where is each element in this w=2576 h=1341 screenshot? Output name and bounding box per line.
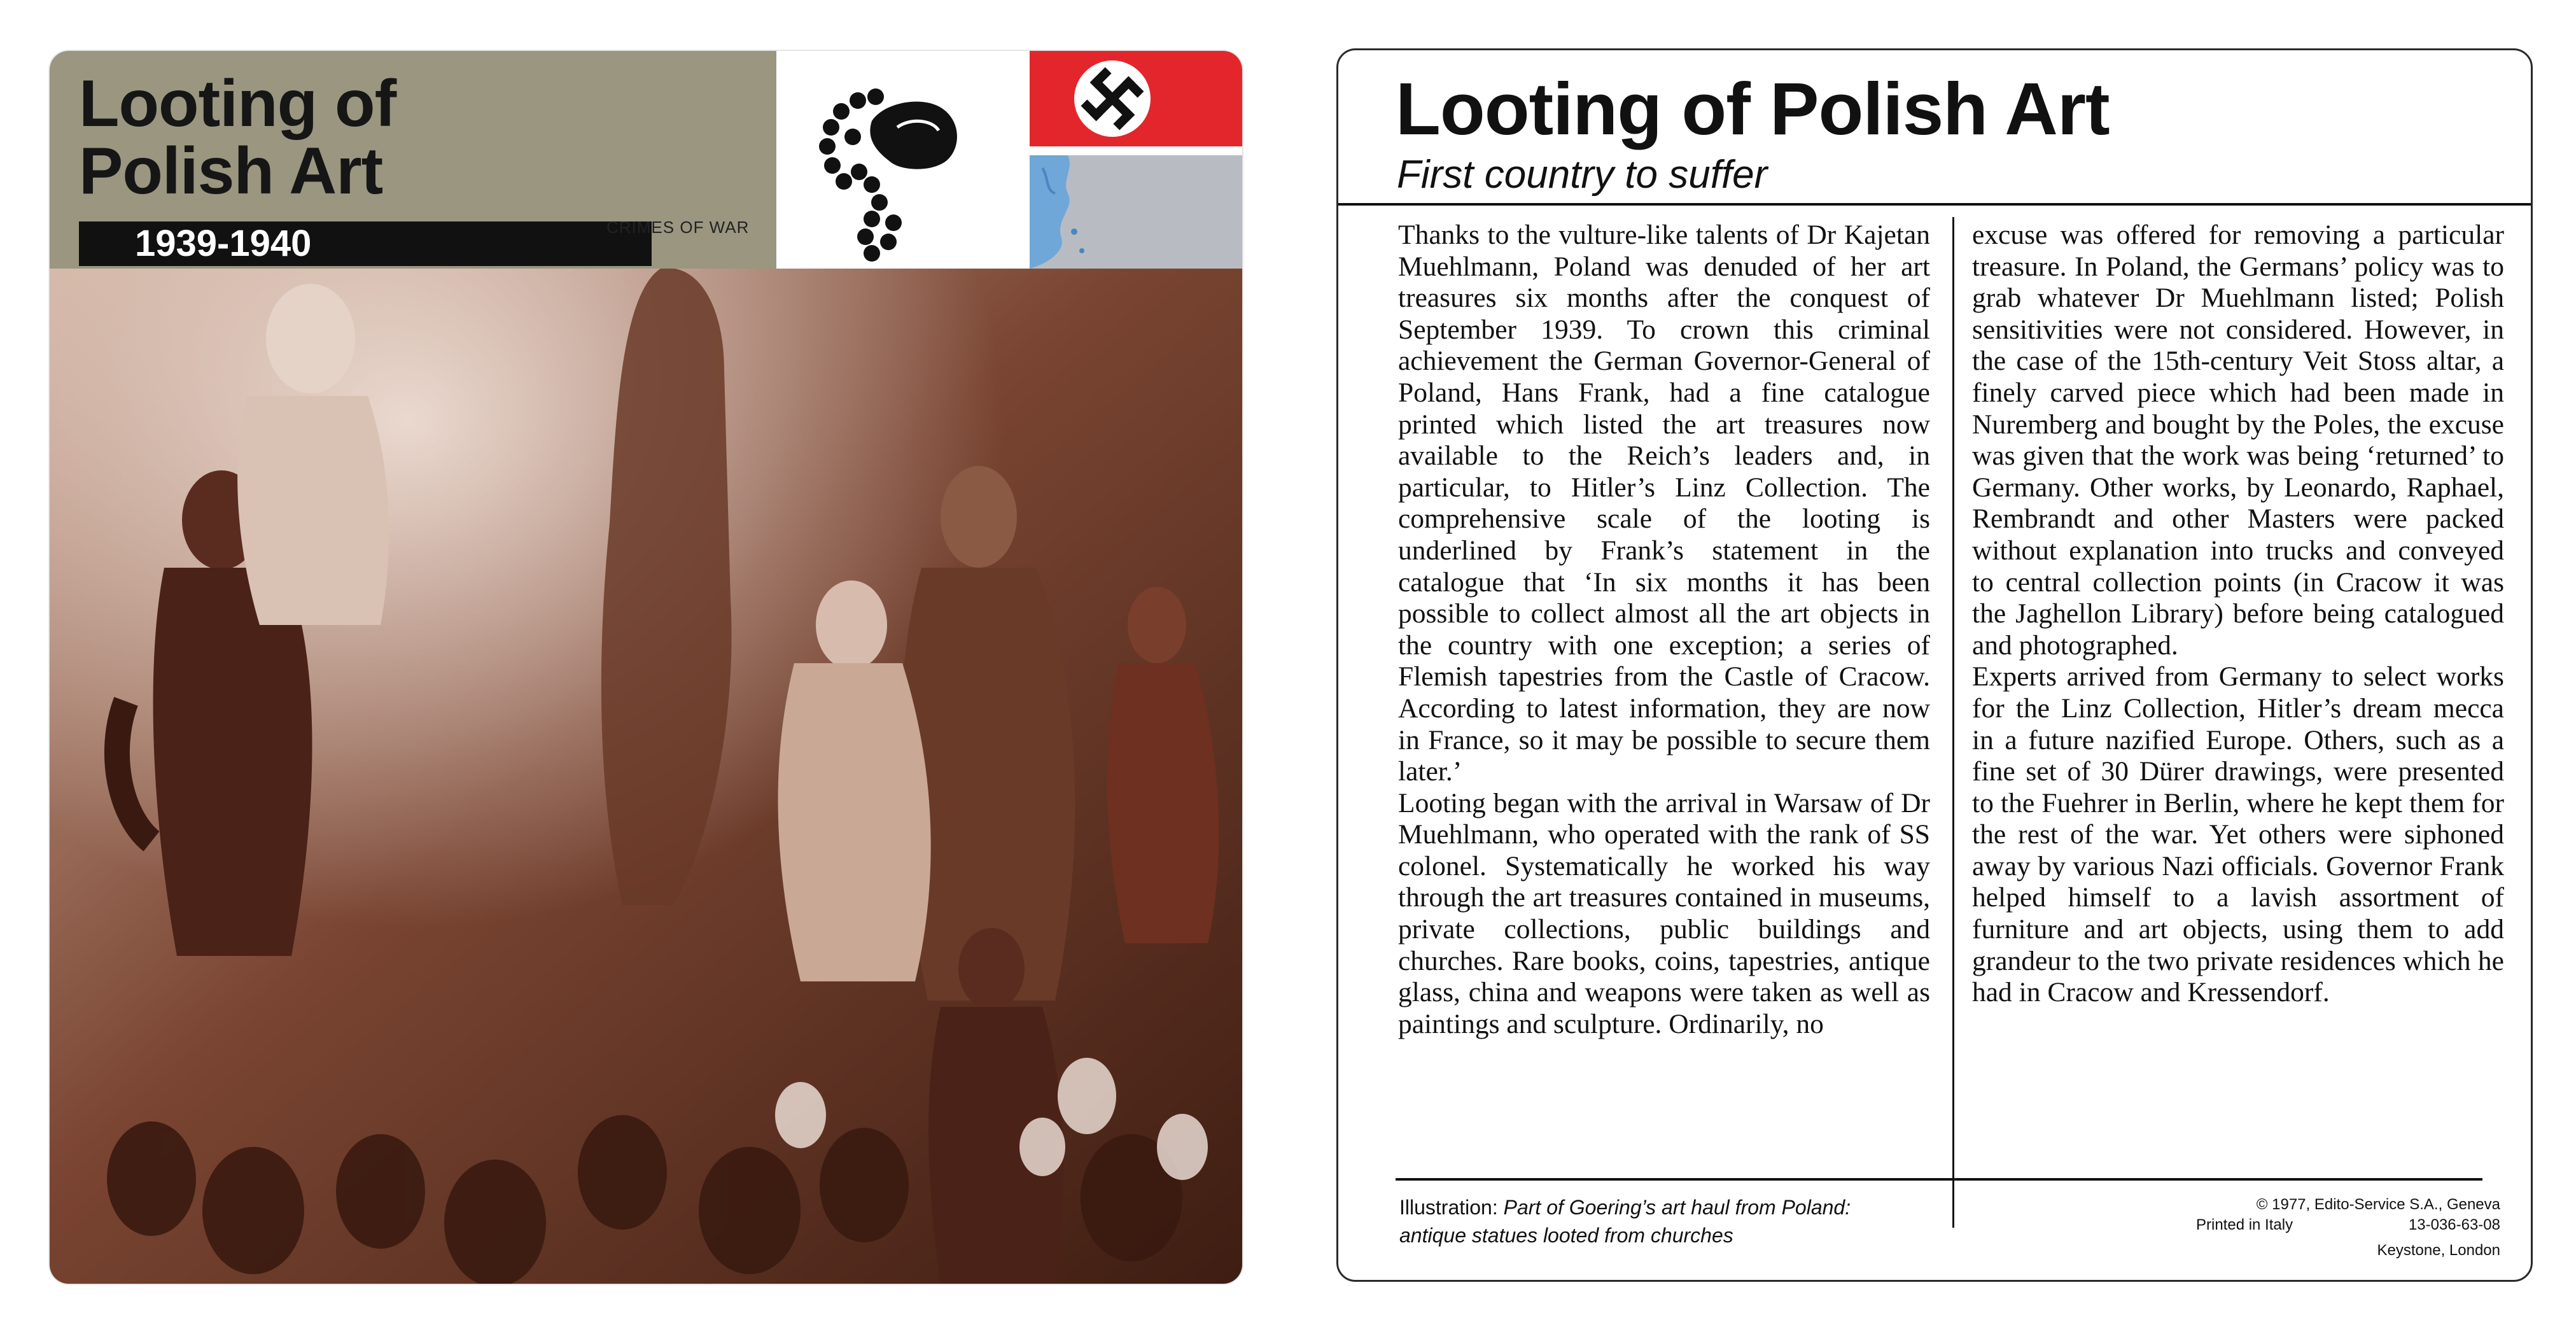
publisher-credit (2196, 1195, 2500, 1261)
category-label: CRIMES OF WAR (606, 218, 750, 237)
back-title: Looting of Polish Art (1396, 67, 2110, 150)
front-title-line1: Looting of (79, 67, 396, 141)
left-text-column (1398, 220, 1930, 1040)
rosary-hand-icon (776, 51, 1017, 269)
swastika-flag-icon (1030, 51, 1242, 146)
caption-label: Illustration: (1399, 1196, 1498, 1219)
column-divider (1952, 217, 1954, 1228)
emblem-box (776, 51, 1017, 269)
europe-map-icon (1030, 155, 1242, 269)
flag-box (1017, 51, 1242, 269)
front-header (50, 51, 1242, 269)
back-subtitle: First country to suffer (1397, 153, 1768, 197)
front-card (50, 51, 1242, 1284)
front-title-line2: Polish Art (79, 134, 383, 208)
caption-line1: Part of Goering’s art haul from Poland: (1503, 1196, 1851, 1219)
back-card (1336, 48, 2533, 1282)
date-label: 1939-1940 (135, 223, 312, 264)
illustration-caption (1399, 1193, 1851, 1249)
right-paragraph-2: Experts arrived from Germany to select works for the Linz Collection, Hitler’s dream mecca in a future nazified Europe. Others, such as a fine set of 30 Dürer drawings, were presented to the Fuehrer in Berlin, where he kept them for the rest of the war. Yet others were siphoned away by various Nazi officials. Governor Frank helped himself to a lavish assortment of furniture and art objects, using them to add grandeur to the two private residences which he had in Cracow and Kressendorf. (1972, 661, 2504, 1008)
front-title (79, 67, 396, 208)
copyright-text: © 1977, Edito-Service S.A., Geneva (2256, 1196, 2500, 1213)
footer-divider (1396, 1178, 2482, 1181)
looted-statues-photo (50, 269, 1242, 1284)
printed-in: Printed in Italy (2196, 1216, 2293, 1233)
photo-credit: Keystone, London (2377, 1242, 2500, 1259)
title-divider (1338, 203, 2531, 206)
title-panel (50, 51, 776, 269)
right-text-column (1972, 220, 2504, 1009)
print-row (2196, 1215, 2500, 1235)
card-code: 13-036-63-08 (2408, 1216, 2500, 1233)
caption-line2: antique statues looted from churches (1399, 1224, 1733, 1247)
right-paragraph-1: excuse was offered for removing a particular treasure. In Poland, the Germans’ policy was to grab whatever Dr Muehlmann listed; Polish sensitivities were not considered. However, in the case of the 15th-century Veit Stoss altar, a finely carved piece which had been made in Nuremberg and bought by the Poles, the excuse was given that the work was being ‘returned’ to Germany. Other works, by Leonardo, Raphael, Rembrandt and other Masters were packed without explanation into trucks and conveyed to central collection points (in Cracow it was the Jaghellon Library) before being catalogued and photographed. (1972, 220, 2504, 661)
left-paragraph-2: Looting began with the arrival in Warsaw of Dr Muehlmann, who operated with the rank of SS colonel. Systematically he worked his way through the art treasures contained in museums, private collections, public buildings and churches. Rare books, coins, tapestries, antique glass, china and weapons were taken as well as paintings and sculpture. Ordinarily, no (1398, 787, 1930, 1039)
left-paragraph-1: Thanks to the vulture-like talents of Dr Kajetan Muehlmann, Poland was denuded of her art treasures six months after the conquest of September 1939. To crown this criminal achievement the German Governor-General of Poland, Hans Frank, had a fine catalogue printed which listed the art treasures now available to the Reich’s leaders and, in particular, to Hitler’s Linz Collection. The comprehensive scale of the looting is underlined by Frank’s statement in the catalogue that ‘In six months it has been possible to collect almost all the art objects in the country with one exception; a series of Flemish tapestries from the Castle of Cracow. According to latest information, they are now in France, so it may be possible to secure them later.’ (1398, 220, 1930, 787)
